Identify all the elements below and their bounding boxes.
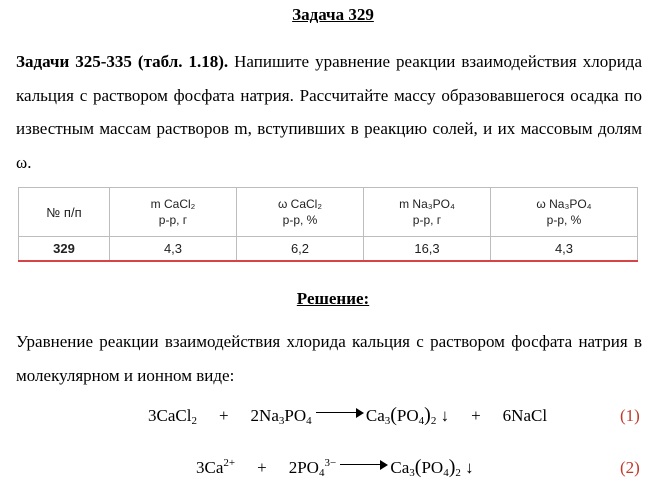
equation-number-1: (1) (620, 406, 640, 425)
header-omega-na3po4: ω Na₃PO₄ р-р, % (491, 188, 638, 237)
header-omega-cacl2: ω CaCl₂ р-р, % (237, 188, 364, 237)
data-table (18, 187, 638, 261)
task-title: Задача 329 (292, 5, 374, 24)
table-row (19, 237, 638, 261)
solution-title: Решение: (296, 289, 370, 308)
table-header-row (19, 188, 638, 237)
cell-number: 329 (19, 237, 110, 261)
header-mass-na3po4: m Na₃PO₄ р-р, г (364, 188, 491, 237)
ionic-equation: $3Ca^{2+} + 2PO_4^{3-}$ $Ca_3(PO_4)_2$ ↓ (196, 456, 474, 479)
equation-number-2: (2) (620, 458, 640, 477)
reaction-arrow-icon (316, 408, 366, 418)
problem-text: Напишите уравнение реакции взаимодействия хлорида кальция с раствором фосфата натрия. Рассчитайте массу образовавшегося осадка по известным массам растворов m, вступивших в реакцию солей, и их массовым долям ω. (16, 52, 643, 172)
cell-omega-cacl2: 6,2 (237, 237, 364, 261)
cell-mass-na3po4: 16,3 (364, 237, 491, 261)
table-bottom-rule (18, 260, 638, 262)
molecular-equation: 3CaCl$_2$ + $2Na_3PO_4$ $Ca_3(PO_4)_2$ ↓ + 6NaCl (148, 404, 548, 427)
solution-intro: Уравнение реакции взаимодействия хлорида кальция с раствором фосфата натрия в молекулярном и ионном виде: (16, 332, 642, 385)
reaction-arrow-icon (340, 460, 390, 470)
problem-lead: Задачи 325-335 (табл. 1.18). (16, 52, 229, 71)
problem-statement (16, 45, 642, 179)
header-number: № п/п (19, 188, 110, 237)
cell-mass-cacl2: 4,3 (110, 237, 237, 261)
header-mass-cacl2: m CaCl₂ р-р, г (110, 188, 237, 237)
cell-omega-na3po4: 4,3 (491, 237, 638, 261)
